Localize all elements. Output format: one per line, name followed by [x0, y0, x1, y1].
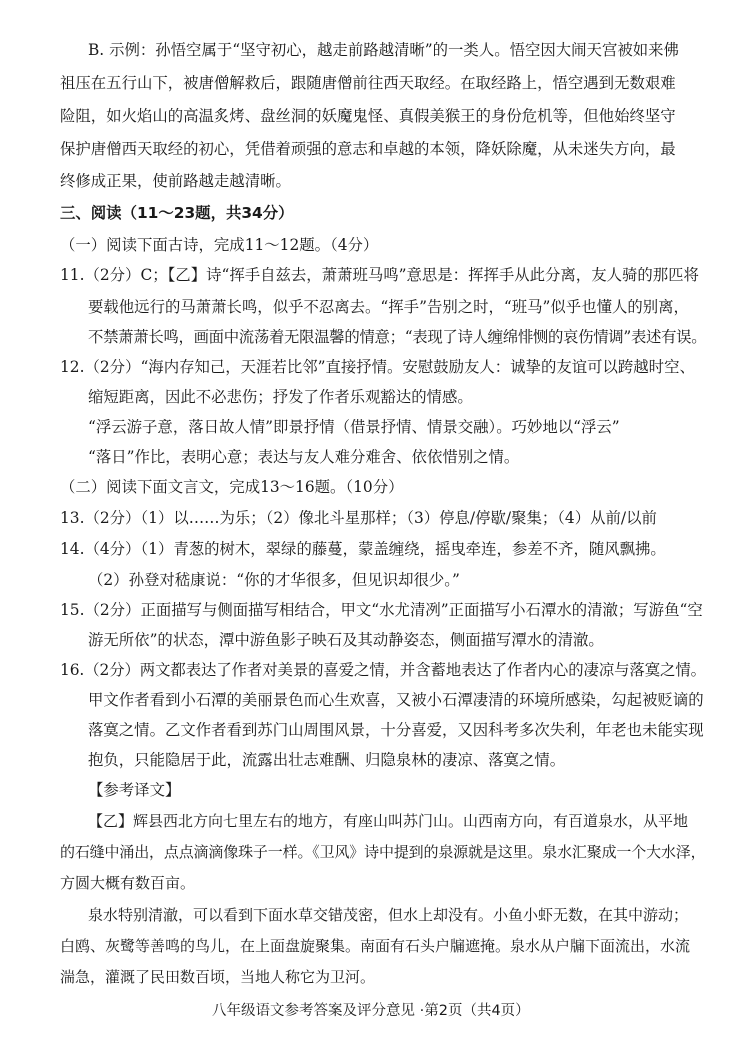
answer-16: 16.（2分）两文都表达了作者对美景的喜爱之情，并含蓄地表达了作者内心的凄凉与落寞之情。 — [60, 661, 706, 679]
text-line: 险阻，如火焰山的高温炙烤、盘丝洞的妖魔鬼怪、真假美猴王的身份危机等，但他始终坚守 — [60, 107, 676, 125]
text-line: （2）孙登对嵇康说：“你的才华很多，但见识却很少。” — [88, 571, 460, 589]
answer-15: 15.（2分）正面描写与侧面描写相结合，甲文“水尤清冽”正面描写小石潭水的清澈；写游鱼“空 — [60, 601, 703, 619]
text-line: 落寞之情。乙文作者看到苏门山周围风景，十分喜爱，又因科考多次失利，年老也未能实现 — [88, 721, 704, 739]
answer-12: 12.（2分）“海内存知己，天涯若比邻”直接抒情。安慰鼓励友人：诚挚的友谊可以跨越时空、 — [60, 358, 695, 376]
text-line: 缩短距离，因此不必悲伤；抒发了作者乐观豁达的情感。 — [88, 388, 473, 406]
reference-translation-heading: 【参考译文】 — [88, 781, 181, 799]
page-footer: 八年级语文参考答案及评分意见 ·第2页（共4页） — [212, 1003, 530, 1019]
text-line: 终修成正果，使前路越走越清晰。 — [60, 172, 291, 190]
answer-11: 11.（2分）C；【乙】诗“挥手自兹去，萧萧班马鸣”意思是：挥挥手从此分离，友人骑的那匹将 — [60, 266, 699, 284]
translation-line: 湍急，灌溉了民田数百顷，当地人称它为卫河。 — [60, 968, 376, 986]
section-heading-reading: 三、阅读（11～23题，共34分） — [60, 204, 294, 222]
translation-line: 的石缝中涌出，点点滴滴像珠子一样。《卫风》诗中提到的泉源就是这里。泉水汇聚成一个大水泽， — [60, 843, 706, 861]
text-line: “浮云游子意，落日故人情”即景抒情（借景抒情、情景交融）。巧妙地以“浮云” — [88, 418, 620, 436]
answer-14: 14.（4分）（1）青葱的树木，翠绿的藤蔓，蒙盖缠绕，摇曳牵连，参差不齐，随风飘拂。 — [60, 540, 666, 558]
subsection-heading-poetry: （一）阅读下面古诗，完成11～12题。（4分） — [60, 236, 379, 254]
translation-line: 白鸥、灰鹭等善鸣的鸟儿，在上面盘旋聚集。南面有石头户牖遮掩。泉水从户牖下面流出，水流 — [60, 937, 691, 955]
text-line: 不禁萧萧长鸣，画面中流荡着无限温馨的情意；“表现了诗人缠绵悱恻的哀伤情调”表述有误。 — [88, 328, 706, 346]
translation-line: 方圆大概有数百亩。 — [60, 874, 196, 892]
text-line: 游无所依”的状态，潭中游鱼影子映石及其动静姿态，侧面描写潭水的清澈。 — [88, 631, 604, 649]
text-line: 甲文作者看到小石潭的美丽景色而心生欢喜，又被小石潭凄清的环境所感染，勾起被贬谪的 — [88, 691, 704, 709]
text-line: “落日”作比，表明心意；表达与友人难分难舍、依依惜别之情。 — [88, 448, 520, 466]
text-line: 要载他远行的马萧萧长鸣，似乎不忍离去。“挥手”告别之时，“班马”似乎也懂人的别离， — [88, 298, 689, 316]
text-line: 抱负，只能隐居于此，流露出壮志难酬、归隐泉林的凄凉、落寞之情。 — [88, 751, 566, 769]
subsection-heading-classical: （二）阅读下面文言文，完成13～16题。（10分） — [60, 478, 404, 496]
translation-line: 【乙】辉县西北方向七里左右的地方，有座山叫苏门山。山西南方向，有百道泉水，从平地 — [88, 812, 689, 830]
text-line: 祖压在五行山下，被唐僧解救后，跟随唐僧前往西天取经。在取经路上，悟空遇到无数艰难 — [60, 74, 676, 92]
text-line: B. 示例：孙悟空属于“坚守初心，越走前路越清晰”的一类人。悟空因大闹天宫被如来佛 — [88, 41, 679, 59]
text-line: 保护唐僧西天取经的初心，凭借着顽强的意志和卓越的本领，降妖除魔，从未迷失方向，最 — [60, 140, 676, 158]
translation-line: 泉水特别清澈，可以看到下面水草交错茂密，但水上却没有。小鱼小虾无数，在其中游动； — [88, 906, 689, 924]
answer-13: 13.（2分）（1）以……为乐；（2）像北斗星那样；（3）停息/停歇/聚集；（4）从前/以前 — [60, 509, 657, 527]
